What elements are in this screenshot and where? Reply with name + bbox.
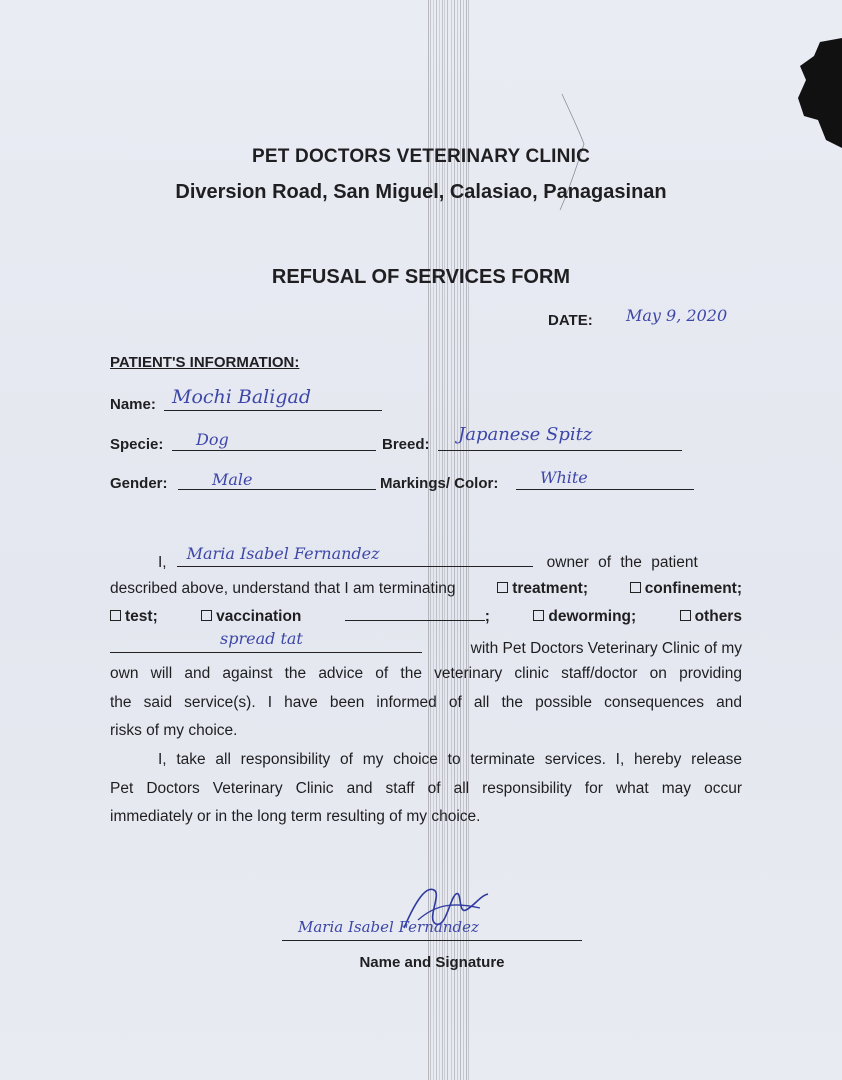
vaccination-blank xyxy=(345,603,490,632)
gender-label: Gender: xyxy=(110,475,168,492)
markings-line xyxy=(516,489,694,490)
others-option-label: others xyxy=(694,608,742,625)
statement-line-1 xyxy=(110,546,742,575)
statement-line-7: risks of my choice. xyxy=(110,722,238,739)
statement-i-prefix: I, xyxy=(158,554,167,571)
treatment-option-label: treatment; xyxy=(512,579,588,597)
signed-name: Maria Isabel Fernandez xyxy=(298,918,479,936)
markings-label: Markings/ Color: xyxy=(380,475,499,492)
test-option-label: test; xyxy=(125,608,158,625)
specie-label: Specie: xyxy=(110,436,164,453)
treatment-checkbox xyxy=(497,582,508,593)
statement-line-6: the said service(s). I have been informed of all the possible consequences and xyxy=(110,693,742,711)
statement-line-4-tail: with Pet Doctors Veterinary Clinic of my xyxy=(470,639,742,657)
statement-line-3 xyxy=(110,603,742,632)
breed-value: Japanese Spitz xyxy=(458,424,593,445)
deworming-option xyxy=(533,603,636,632)
statement-line-4 xyxy=(110,628,742,661)
treatment-option xyxy=(497,575,588,604)
signature-line xyxy=(282,940,582,941)
others-line xyxy=(110,628,422,653)
name-line xyxy=(164,410,382,411)
torn-corner xyxy=(796,38,842,148)
breed-line xyxy=(438,450,682,451)
vaccination-option-label: vaccination xyxy=(216,608,302,625)
statement-owner-suffix: owner of the patient xyxy=(546,554,698,571)
responsibility-line-1: I, take all responsibility of my choice to terminate services. I, hereby release xyxy=(158,751,742,768)
confinement-checkbox xyxy=(630,582,641,593)
vaccination-line xyxy=(345,620,485,621)
signature-label: Name and Signature xyxy=(359,954,505,971)
date-label: DATE: xyxy=(548,312,593,329)
patient-name-value: Mochi Baligad xyxy=(172,386,311,408)
breed-label: Breed: xyxy=(382,436,430,453)
statement-line-2 xyxy=(110,575,742,604)
specie-line xyxy=(172,450,376,451)
refusal-statement xyxy=(110,546,742,746)
test-checkbox xyxy=(110,610,121,621)
clinic-address: Diversion Road, San Miguel, Calasiao, Panagasinan xyxy=(175,181,667,203)
responsibility-line-3: immediately or in the long term resulting of my choice. xyxy=(110,808,481,825)
owner-name-value: Maria Isabel Fernandez xyxy=(186,544,380,563)
date-value: May 9, 2020 xyxy=(626,306,728,325)
clinic-name: PET DOCTORS VETERINARY CLINIC xyxy=(252,146,590,167)
others-checkbox xyxy=(680,610,691,621)
confinement-option-label: confinement; xyxy=(644,579,742,597)
statement-line-2-text: described above, understand that I am terminating xyxy=(110,579,456,597)
statement-line-5: own will and against the advice of the veterinary clinic staff/doctor on providing xyxy=(110,665,742,682)
gender-line xyxy=(178,489,376,490)
others-option xyxy=(680,603,742,632)
vaccination-semicolon: ; xyxy=(484,608,490,625)
confinement-option xyxy=(630,575,742,604)
test-option xyxy=(110,603,158,632)
patient-info-heading: PATIENT'S INFORMATION: xyxy=(110,354,300,371)
name-label: Name: xyxy=(110,396,156,413)
vaccination-checkbox xyxy=(201,610,212,621)
responsibility-statement xyxy=(110,746,742,832)
specie-value: Dog xyxy=(196,430,229,449)
deworming-option-label: deworming; xyxy=(548,608,637,625)
gender-value: Male xyxy=(212,470,253,489)
responsibility-line-2: Pet Doctors Veterinary Clinic and staff of all responsibility for what may occur xyxy=(110,779,742,797)
deworming-checkbox xyxy=(533,610,544,621)
markings-value: White xyxy=(540,468,588,487)
others-value: spread tat xyxy=(220,628,303,648)
owner-name-line xyxy=(177,546,533,567)
form-title: REFUSAL OF SERVICES FORM xyxy=(271,266,571,288)
